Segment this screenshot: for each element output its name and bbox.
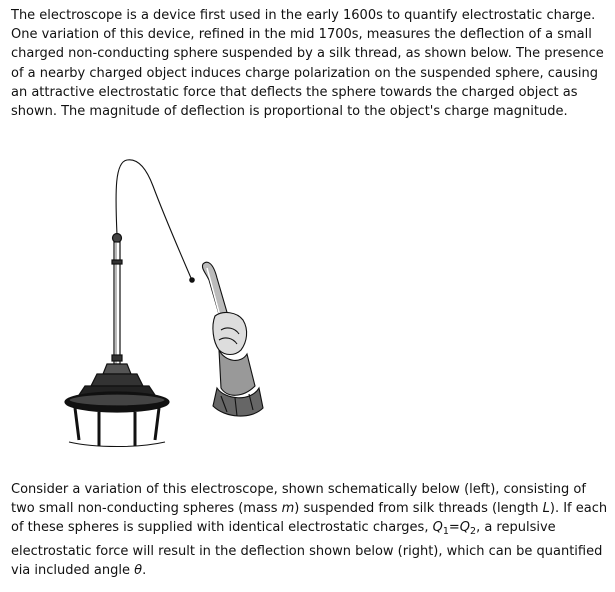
- hand-with-charged-rod: [202, 262, 263, 416]
- charge-q1: Q: [432, 520, 443, 536]
- equals-sign: =: [448, 520, 460, 536]
- electroscope-stand: [65, 160, 194, 447]
- text-segment: , a repulsive electrostatic force will result in the deflection shown below (right), which can be quantified via included angle: [11, 520, 603, 578]
- length-variable: L: [542, 501, 550, 517]
- base-tier-1: [103, 364, 131, 374]
- base-tier-2: [91, 374, 143, 386]
- finial-ball: [113, 234, 122, 243]
- charged-sphere: [190, 278, 194, 282]
- text-segment: ). If each of these spheres is supplied with identical electrostatic charges,: [11, 501, 608, 536]
- charge-q1-subscript: 1: [442, 526, 449, 538]
- electroscope-illustration: [55, 150, 285, 455]
- text-segment: Consider a variation of this electroscope, shown schematically below (left), consisting of two small non-conducting spheres (mass: [11, 482, 586, 517]
- silk-thread: [116, 160, 191, 278]
- sleeve-cuff: [219, 350, 255, 395]
- charge-q2: Q: [459, 520, 471, 536]
- charge-q2-subscript: 2: [470, 526, 477, 538]
- hand: [213, 313, 247, 355]
- angle-theta: θ: [134, 562, 143, 578]
- variation-paragraph: [11, 480, 609, 580]
- intro-paragraph: The electroscope is a device first used in the early 1600s to quantify electrostatic charge. One variation of this device, refined in the mid 1700s, measures the deflection of a small charged non-conducting sphere suspended by a silk thread, as shown below. The presence of a nearby charged object induces charge polarization on the suspended sphere, causing an attractive electrostatic force that deflects the sphere towards the charged object as shown. The magnitude of deflection is proportional to the object's charge magnitude.: [11, 8, 604, 120]
- mass-variable: m: [281, 501, 295, 517]
- table-legs: [75, 408, 159, 446]
- text-segment: .: [142, 562, 147, 578]
- text-segment: ) suspended from silk threads (length: [294, 501, 543, 517]
